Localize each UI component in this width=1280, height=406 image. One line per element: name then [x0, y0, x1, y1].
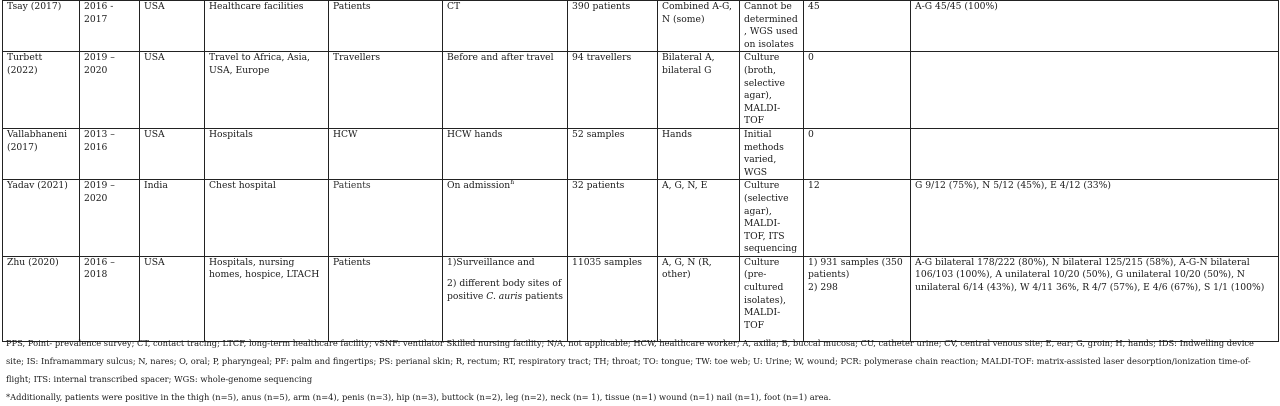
years-cell: 2013 – 2016: [80, 128, 140, 179]
population-cell: Travellers: [329, 52, 443, 129]
sample-cell: 32 patients: [568, 180, 658, 257]
method-text: On admission: [447, 180, 511, 192]
sample-cell: 94 travellers: [568, 52, 658, 129]
positives-cell: 45: [804, 1, 911, 52]
country-cell: USA: [140, 128, 205, 179]
years-cell: 2019 – 2020: [80, 180, 140, 257]
method-cell: HCW hands: [443, 128, 568, 179]
abbreviations-note: PPS, Point- prevalence survey; CT, contact tracing; LTCF, long-term healthcare facility; vSNF: ventilator Skilled nursing facility; N/A, not applicable; HCW, healthcare worker; A, axilla; B, buccal mucosa; CU, catheter urine; CV, central venous site; E, ear; G, groin; H, hands; IDS: Indwelling device site; IS: Inframammary sulcus; N, nares; O, oral; P, pharyngeal; PF: palm and fingertips; PS: perianal skin; R, rectum; RT, respiratory tract; TH; throat; TO: tongue; TW: toe web; U: Urine; W, wound; PCR: polymerase chain reaction; MALDI-TOF: matrix-assisted laser desorption/ionization time-of-flight; ITS: internal transcribed spacer; WGS: whole-genome sequencing: [6, 338, 1254, 384]
setting-cell: Travel to Africa, Asia, USA, Europe: [205, 52, 329, 129]
table-row: [3, 128, 1279, 179]
positives-cell: 0: [804, 52, 911, 129]
detection-cell: Culture (pre-cultured isolates), MALDI-TOF: [740, 256, 804, 341]
method-cell: [443, 180, 568, 257]
results-cell: G 9/12 (75%), N 5/12 (45%), E 4/12 (33%): [911, 180, 1279, 257]
studies-table-container: [2, 0, 1278, 342]
method-cell: Before and after travel: [443, 52, 568, 129]
sites-cell: Bilateral A, bilateral G: [658, 52, 740, 129]
sites-cell: Hands: [658, 128, 740, 179]
positives-cell: 0: [804, 128, 911, 179]
sites-cell: A, G, N, E: [658, 180, 740, 257]
additional-note: *Additionally, patients were positive in the thigh (n=5), anus (n=5), arm (n=4), penis (n=3), hip (n=3), buttock (n=2), leg (n=2), neck (n= 1), tissue (n=1) wound (n=1) nail (n=1), foot (n=1) area.: [6, 392, 832, 402]
results-cell: [911, 128, 1279, 179]
population-cell: Patients: [329, 180, 443, 257]
setting-cell: Hospitals, nursing homes, hospice, LTACH: [205, 256, 329, 341]
table-row: [3, 52, 1279, 129]
method-cell: CT: [443, 1, 568, 52]
results-cell: A-G bilateral 178/222 (80%), N bilateral 125/215 (58%), A-G-N bilateral 106/103 (100%), A unilateral 10/20 (50%), G unilateral 10/20 (50%), N unilateral 6/14 (43%), W 4/11 36%, R 4/7 (57%), E 4/6 (67%), S 1/1 (100%): [911, 256, 1279, 341]
method-line-1: 1)Surveillance and: [447, 256, 535, 268]
country-cell: India: [140, 180, 205, 257]
years-cell: 2019 – 2020: [80, 52, 140, 129]
sites-cell: A, G, N (R, other): [658, 256, 740, 341]
setting-cell: Healthcare facilities: [205, 1, 329, 52]
results-cell: A-G 45/45 (100%): [911, 1, 1279, 52]
positives-cell: [804, 256, 911, 341]
country-cell: USA: [140, 1, 205, 52]
sample-cell: 52 samples: [568, 128, 658, 179]
population-cell: HCW: [329, 128, 443, 179]
author-cell: Vallabhaneni (2017): [3, 128, 80, 179]
sites-cell: Combined A-G, N (some): [658, 1, 740, 52]
positives-cell: 12: [804, 180, 911, 257]
sample-cell: 11035 samples: [568, 256, 658, 341]
sample-cell: 390 patients: [568, 1, 658, 52]
method-line-2-text: 2) different body sites of positive: [447, 278, 562, 303]
years-cell: 2016 - 2017: [80, 1, 140, 52]
studies-table: [2, 0, 1279, 342]
population-cell: Patients: [329, 1, 443, 52]
method-cell: [443, 256, 568, 341]
setting-cell: Chest hospital: [205, 180, 329, 257]
author-cell: Zhu (2020): [3, 256, 80, 341]
results-cell: [911, 52, 1279, 129]
author-cell: Turbett (2022): [3, 52, 80, 129]
detection-cell: Culture (broth, selective agar), MALDI-TOF: [740, 52, 804, 129]
country-cell: USA: [140, 256, 205, 341]
detection-cell: Culture (selective agar), MALDI-TOF, ITS sequencing: [740, 180, 804, 257]
method-line-2: [447, 278, 563, 303]
setting-cell: Hospitals: [205, 128, 329, 179]
table-footnotes: [6, 334, 1272, 406]
years-cell: 2016 – 2018: [80, 256, 140, 341]
table-row: [3, 180, 1279, 257]
method-footnote-marker: h: [510, 179, 515, 187]
positives-line-2: 2) 298: [808, 282, 838, 294]
table-row: [3, 256, 1279, 341]
author-cell: Yadav (2021): [3, 180, 80, 257]
population-cell: Patients: [329, 256, 443, 341]
method-line-2-suffix: patients: [522, 291, 563, 303]
species-name: C. auris: [486, 291, 523, 303]
country-cell: USA: [140, 52, 205, 129]
author-cell: Tsay (2017): [3, 1, 80, 52]
detection-cell: Cannot be determined, WGS used on isolates: [740, 1, 804, 52]
detection-cell: Initial methods varied, WGS: [740, 128, 804, 179]
positives-line-1: 1) 931 samples (350 patients): [808, 256, 903, 281]
table-row: [3, 1, 1279, 52]
